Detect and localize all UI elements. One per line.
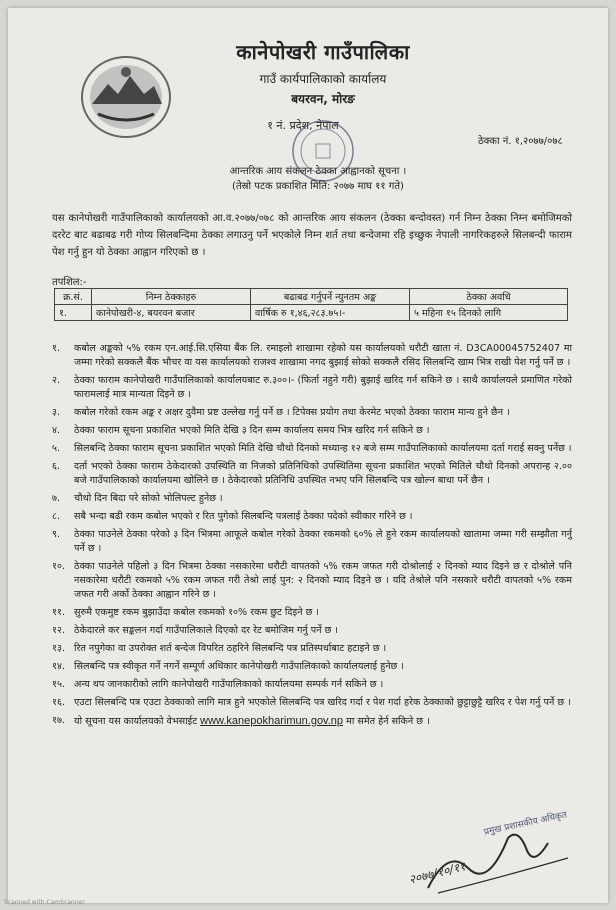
province-line: १ नं. प्रदेश, नेपाल (267, 119, 339, 132)
table-cell: कानेपोखरी-४, बयरवन बजार (92, 305, 251, 321)
office-address: बयरवन, मोरङ (291, 92, 355, 106)
notice-title: आन्तरिक आय संकलन ठेक्का आह्वानको सूचना । (229, 166, 407, 177)
table-header: ठेक्का अवधि (410, 289, 568, 305)
item-number: १३. (52, 643, 66, 654)
list-item (52, 696, 572, 710)
list-item (52, 714, 572, 729)
website-suffix: मा समेत हेर्न सकिने छ । (343, 716, 430, 727)
item-number: २. (52, 375, 61, 386)
tapasil-label: तपशिल:- (52, 277, 87, 288)
notice-subtitle: (तेस्रो पटक प्रकाशित मिति: २०७७ माघ ११ गते) (232, 181, 404, 192)
item-number: १. (52, 343, 61, 354)
scanner-watermark: Scanned with CamScanner (4, 899, 85, 906)
list-item (52, 374, 572, 402)
item-text: सिलबन्दि ठेक्का फाराम सूचना प्रकाशित भएको मिति देखि चौथो दिनको मध्यान्ह १२ बजे सम्म गाउँपालिकाको कार्यालयमा दर्ता गराई सक्नु पर्नेछ । (74, 443, 572, 454)
item-text: रित नपुगेका वा उपरोक्त शर्त बन्देज विपरित ठहरिने सिलबन्दि पत्र प्रतिस्पर्धाबाट हटाइने छ । (74, 643, 387, 654)
item-number: १२. (52, 625, 66, 636)
item-text: अन्य थप जानकारीको लागि कानेपोखरी गाउँपालिकाको कार्यालयमा सम्पर्क गर्न सकिने छ । (74, 679, 384, 690)
nepal-emblem-icon (78, 54, 174, 140)
list-item (52, 528, 572, 556)
list-item (52, 442, 572, 456)
item-number: ८. (52, 511, 61, 522)
office-name: गाउँ कार्यपालिकाको कार्यालय (259, 72, 387, 86)
list-item (52, 642, 572, 656)
conditions-list (52, 342, 572, 733)
item-text: सिलबन्दि पत्र स्वीकृत गर्ने नगर्ने सम्पूर्ण अधिकार कानेपोखरी गाउँपालिकाको कार्यालयलाई हुनेछ । (74, 661, 404, 672)
list-item (52, 678, 572, 692)
item-text: ठेक्का फाराम कानेपोखरी गाउँपालिकाको कार्यालयबाट रु.३००।- (फिर्ता नहुने गरी) बुझाई खरिद गर्न सकिने छ । साथै कार्यालयले प्रमाणित गरेको फारामलाई मात्र मान्यता दिइने छ । (74, 375, 572, 400)
intro-paragraph: यस कानेपोखरी गाउँपालिकाको कार्यालयको आ.व.२०७७/०७८ को आन्तरिक आय संकलन (ठेक्का बन्दोवस्त) गर्न निम्न ठेक्का निम्न बमोजिमको दररेट बाट बढाबढ गरी गोप्य सिलबन्दिमा ठेक्का लगाउनु पर्ने भएकोले निम्न शर्त तथा बन्देजमा रहि इच्छुक नेपाली नागरिकहरुले सिलबन्दी फाराम पेश गर्नु हुन यो ठेक्का आह्वान गरिएको छ । (52, 213, 572, 258)
signature-role: प्रमुख प्रशासकीय अधिकृत (483, 810, 568, 838)
item-number: १६. (52, 697, 66, 708)
item-text: ठेक्का पाउनेले पहिलो ३ दिन भित्रमा ठेक्का नसकारेमा धरौटी वापतको ५% रकम जफत गरी दोश्रोलाई २ दिनको म्याद दिइने छ र दोश्रोले पनि नसकारेमा धरौटी रकमको ५% रकम जफत गरी तेश्रो लाई पुन: २ दिनको म्याद दिइने छ । यदि तेश्रोले पनि नसकारे धरौटी वापतको ५% रकम जफत गरी अर्को ठेक्का आह्वान गरिने छ । (74, 561, 572, 600)
table-cell: ५ महिना १५ दिनको लागि (410, 305, 568, 321)
website-link[interactable]: www.kanepokharimun.gov.np (200, 715, 344, 727)
table-row (55, 305, 568, 321)
item-number: ६. (52, 461, 61, 472)
table-cell: १. (55, 305, 92, 321)
signature-date: २०७७/१०/११ (407, 859, 467, 887)
item-text: ठेकेदारले कर सङ्कलन गर्दा गाउँपालिकाले दिएको दर रेट बमोजिम गर्नु पर्ने छ । (74, 625, 339, 636)
item-number: ५. (52, 443, 61, 454)
item-text: कबोल गरेको रकम अङ्क र अक्षर दुवैमा प्रष्ट उल्लेख गर्नु पर्ने छ । टिपेक्स प्रयोग तथा केरमेट भएको ठेक्का फाराम मान्य हुने छैन । (74, 407, 510, 418)
item-number: ३. (52, 407, 61, 418)
item-number: ९. (52, 529, 61, 540)
item-number: १७. (52, 715, 66, 726)
item-text: कबोल अङ्कको ५% रकम एन.आई.सि.एसिया बैंक लि. रमाइलो शाखामा रहेको यस कार्यालयको धरौटी खाता नं. D3CA00045752407 मा जम्मा गरेको सक्कलै बैंक भौचर वा यस कार्यालयको राजश्व शाखामा नगद बुझाई सोको सक्कलै रसिद सिलबन्दि खाम भित्र राखी पेश गर्नु पर्ने छ । (74, 343, 572, 368)
item-number: १०. (52, 561, 66, 572)
website-prefix: यो सूचना यस कार्यालयको वेभसाईट (74, 716, 201, 727)
list-item (52, 342, 572, 370)
list-item (52, 492, 572, 506)
item-text (74, 714, 572, 729)
table-cell: वार्षिक रु १,४६,२८३.७५।- (251, 305, 410, 321)
item-number: १४. (52, 661, 66, 672)
list-item (52, 510, 572, 524)
list-item (52, 424, 572, 438)
item-text: दर्ता भएको ठेक्का फाराम ठेकेदारको उपस्थिति वा निजको प्रतिनिधिको उपस्थितिमा सूचना प्रकाशित भएको मितिले चौथो दिनको अपरान्ह २.०० बजे गाउँपालिकाको कार्यालयमा खोलिने छ । ठेकेदारको प्रतिनिधि उपस्थित नभए पनि सिलबन्दि पत्र खोल्न बाधा पर्ने छैन । (74, 461, 572, 486)
list-item (52, 624, 572, 638)
item-number: ४. (52, 425, 61, 436)
table-header: बढाबढ गर्नुपर्ने न्युनतम अङ्क (251, 289, 410, 305)
item-text: सुरुमै एकमुष्ट रकम बुझाउँदा कबोल रकमको १०% रकम छुट दिइने छ । (74, 607, 319, 618)
list-item (52, 560, 572, 602)
item-number: १५. (52, 679, 66, 690)
list-item (52, 406, 572, 420)
list-item (52, 606, 572, 620)
item-number: ११. (52, 607, 66, 618)
list-item (52, 660, 572, 674)
item-text: एउटा सिलबन्दि पत्र एउटा ठेक्काको लागि मात्र हुने भएकोले सिलबन्दि पत्र खरिद गर्दा र पेश गर्दा हरेक ठेक्काको छुट्टाछुट्टै खरिद र पेश गर्नु पर्ने छ । (74, 697, 571, 708)
item-text: सबै भन्दा बढी रकम कबोल भएको र रित पुगेको सिलबन्दि पत्रलाई ठेक्का पदेको स्वीकार गरिने छ । (74, 511, 413, 522)
item-text: ठेक्का पाउनेले ठेक्का परेको ३ दिन भित्रमा आफूले कबोल गरेको ठेक्का रकमको ६०% ले हुने रकम कार्यालयको खातामा जम्मा गरी सम्झौता गर्नु पर्ने छ । (74, 529, 572, 554)
document-page (8, 8, 608, 903)
org-name: कानेपोखरी गाउँपालिका (236, 40, 410, 64)
contract-table (54, 288, 568, 321)
item-text: ठेक्का फाराम सूचना प्रकाशित भएको मिति देखि ३ दिन सम्म कार्यालय समय भित्र खरिद गर्न सकिने छ । (74, 425, 430, 436)
table-header: निम्न ठेक्काहरु (92, 289, 251, 305)
item-number: ७. (52, 493, 61, 504)
list-item (52, 460, 572, 488)
reference-number: ठेक्का नं. १,२०७७/०७८ (478, 136, 563, 147)
table-header: क्र.सं. (55, 289, 92, 305)
item-text: चौथो दिन बिदा परे सोको भोलिपल्ट हुनेछ । (74, 493, 223, 504)
